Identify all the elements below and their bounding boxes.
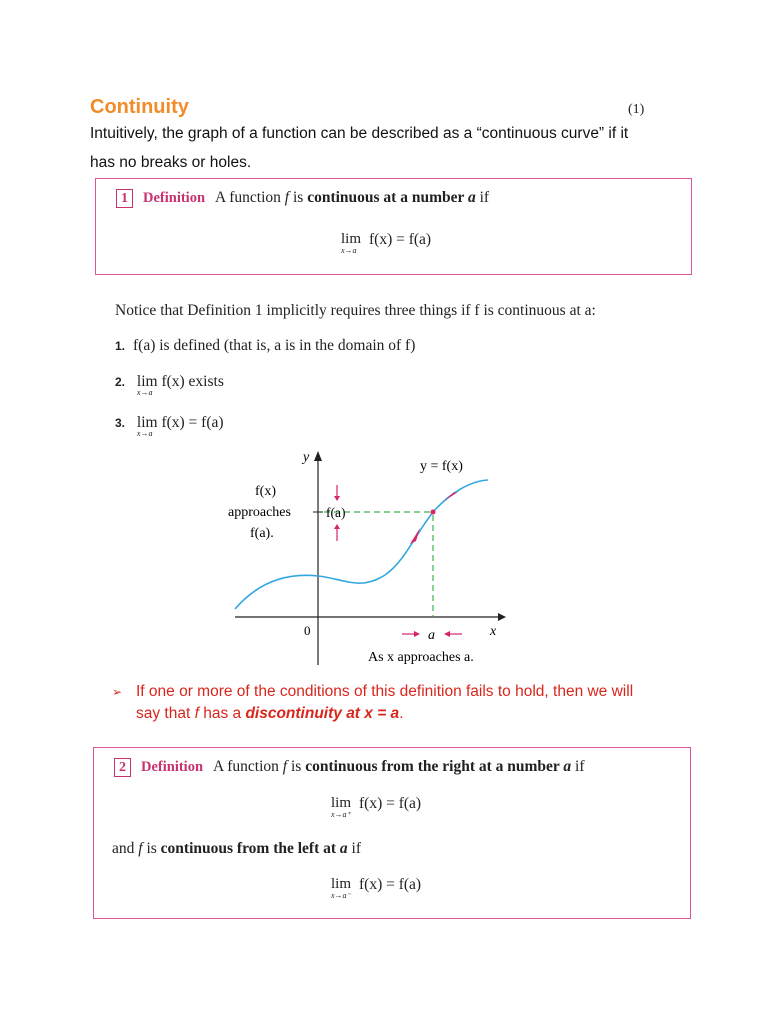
page-number: (1)	[628, 102, 645, 117]
definition-2-header	[114, 758, 584, 777]
definition-2-equation-left: f(x) = f(a)	[359, 876, 422, 893]
definition-1-label: Definition	[143, 190, 206, 206]
point-a-fa	[431, 510, 436, 515]
curve-arrow-right-icon	[444, 492, 458, 501]
curve-label: y = f(x)	[420, 459, 463, 474]
note-line-2: say that f has a discontinuity at x = a.	[136, 705, 404, 722]
x-axis-arrow-icon	[498, 613, 506, 621]
left-text-3: f(a).	[250, 526, 274, 541]
figure-caption: As x approaches a.	[368, 650, 474, 665]
fa-label: f(a)	[326, 505, 346, 520]
curve-arrow-left-icon	[410, 528, 420, 544]
note-line-1: If one or more of the conditions of this definition fails to hold, then we will	[136, 683, 634, 700]
left-text-2: approaches	[228, 505, 291, 520]
condition-3: 3. lim x→a f(x) = f(a)	[115, 414, 224, 438]
condition-1: 1. f(a) is defined (that is, a is in the domain of f)	[115, 337, 416, 354]
definition-2-left-text: and f is continuous from the left at a if	[112, 840, 362, 857]
y-axis-label: y	[303, 450, 310, 465]
origin-label: 0	[304, 623, 311, 638]
discontinuity-note	[112, 681, 712, 725]
definition-1-equation: f(x) = f(a)	[369, 231, 432, 248]
notice-text: Notice that Definition 1 implicitly requires three things if f is continuous at a:	[115, 302, 596, 319]
definition-1-number: 1	[116, 189, 133, 208]
definition-2-number: 2	[114, 758, 131, 777]
up-arrow-icon	[334, 524, 340, 529]
definition-1-header	[116, 189, 489, 208]
definition-2-lim-right: lim x→a⁺	[331, 795, 352, 819]
condition-2: 2. lim x→a f(x) exists	[115, 373, 224, 397]
page-title: Continuity	[90, 96, 189, 118]
definition-2-label: Definition	[141, 759, 204, 775]
y-axis-arrow-icon	[314, 451, 322, 461]
left-arrow-icon	[444, 631, 450, 637]
left-text-1: f(x)	[255, 484, 276, 499]
down-arrow-icon	[334, 496, 340, 501]
continuity-graph	[220, 445, 520, 670]
intro-line-1: Intuitively, the graph of a function can be described as a “continuous curve” if it	[90, 125, 629, 142]
definition-1-box	[95, 178, 692, 275]
definition-2-lim-left: lim x→a⁻	[331, 876, 352, 900]
definition-2-text: A function f is continuous from the right at a number a if	[213, 758, 585, 775]
right-arrow-icon	[414, 631, 420, 637]
definition-2-box	[93, 747, 691, 919]
arrow-bullet-icon: ➢	[112, 685, 123, 699]
a-label: a	[428, 628, 435, 643]
x-axis-label: x	[490, 624, 497, 639]
function-curve	[235, 480, 488, 609]
intro-line-2: has no breaks or holes.	[90, 154, 252, 171]
definition-1-text: A function f is continuous at a number a if	[215, 189, 490, 206]
definition-2-equation-right: f(x) = f(a)	[359, 795, 422, 812]
definition-1-lim: lim x→a	[341, 231, 362, 255]
